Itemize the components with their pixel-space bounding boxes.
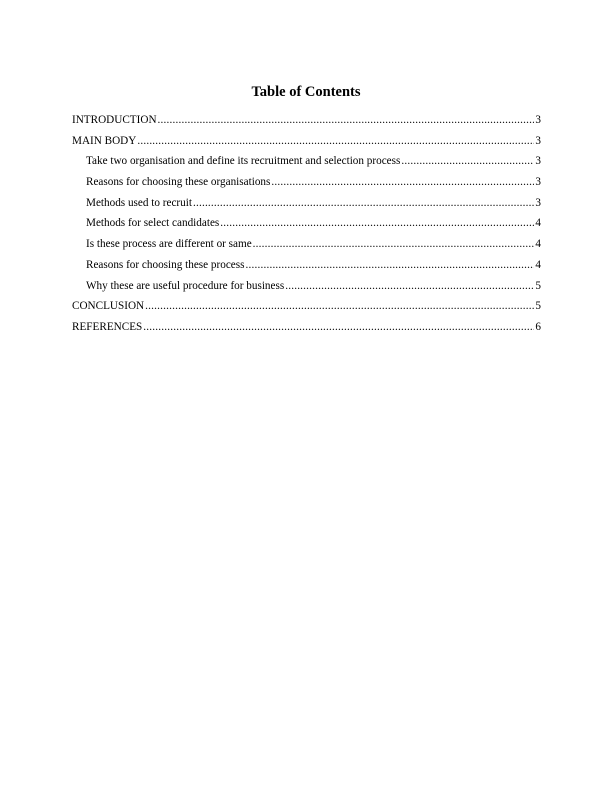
toc-entry-recruitment-selection[interactable] bbox=[72, 154, 541, 175]
toc-list bbox=[72, 113, 541, 341]
toc-page-number: 3 bbox=[535, 155, 541, 168]
toc-dot-leader bbox=[285, 279, 534, 293]
toc-entry-label: CONCLUSION bbox=[72, 300, 145, 313]
toc-entry-label: Why these are useful procedure for business bbox=[86, 279, 285, 292]
toc-entry-label: Take two organisation and define its recruitment and selection process bbox=[86, 155, 401, 168]
toc-dot-leader bbox=[220, 216, 534, 230]
toc-entry-label: Reasons for choosing these process bbox=[86, 258, 245, 271]
toc-page-number: 3 bbox=[535, 196, 541, 209]
toc-dot-leader bbox=[193, 196, 534, 210]
toc-dot-leader bbox=[245, 258, 534, 272]
toc-dot-leader bbox=[137, 134, 534, 148]
toc-entry-useful-procedure[interactable] bbox=[72, 279, 541, 300]
toc-entry-label: Methods used to recruit bbox=[86, 196, 192, 209]
toc-entry-main-body[interactable] bbox=[72, 134, 541, 155]
toc-page-number: 4 bbox=[535, 217, 541, 230]
toc-entry-references[interactable] bbox=[72, 320, 541, 341]
toc-dot-leader bbox=[158, 113, 535, 127]
toc-dot-leader bbox=[143, 320, 534, 334]
toc-page-number: 5 bbox=[535, 300, 541, 313]
toc-dot-leader bbox=[401, 154, 534, 168]
toc-page-number: 3 bbox=[535, 134, 541, 147]
toc-entry-reasons-organisations[interactable] bbox=[72, 175, 541, 196]
toc-entry-methods-recruit[interactable] bbox=[72, 196, 541, 217]
toc-title: Table of Contents bbox=[251, 84, 361, 100]
toc-entry-label: MAIN BODY bbox=[72, 134, 137, 147]
toc-page-number: 3 bbox=[535, 114, 541, 126]
toc-entry-label: Is these process are different or same bbox=[86, 238, 252, 251]
toc-entry-conclusion[interactable] bbox=[72, 299, 541, 320]
toc-entry-process-different[interactable] bbox=[72, 237, 541, 258]
toc-entry-label: INTRODUCTION bbox=[72, 114, 157, 126]
toc-entry-methods-select[interactable] bbox=[72, 216, 541, 237]
toc-dot-leader bbox=[253, 237, 535, 251]
toc-page-number: 6 bbox=[535, 320, 541, 333]
toc-entry-label: Methods for select candidates bbox=[86, 217, 220, 230]
toc-page-number: 3 bbox=[535, 176, 541, 189]
toc-entry-introduction[interactable] bbox=[72, 113, 541, 134]
toc-page-number: 5 bbox=[535, 279, 541, 292]
toc-dot-leader bbox=[145, 299, 534, 313]
toc-entry-label: Reasons for choosing these organisations bbox=[86, 176, 271, 189]
toc-page-number: 4 bbox=[535, 258, 541, 271]
toc-entry-label: REFERENCES bbox=[72, 320, 143, 333]
toc-page-number: 4 bbox=[535, 238, 541, 251]
toc-dot-leader bbox=[271, 175, 534, 189]
toc-entry-reasons-process[interactable] bbox=[72, 258, 541, 279]
